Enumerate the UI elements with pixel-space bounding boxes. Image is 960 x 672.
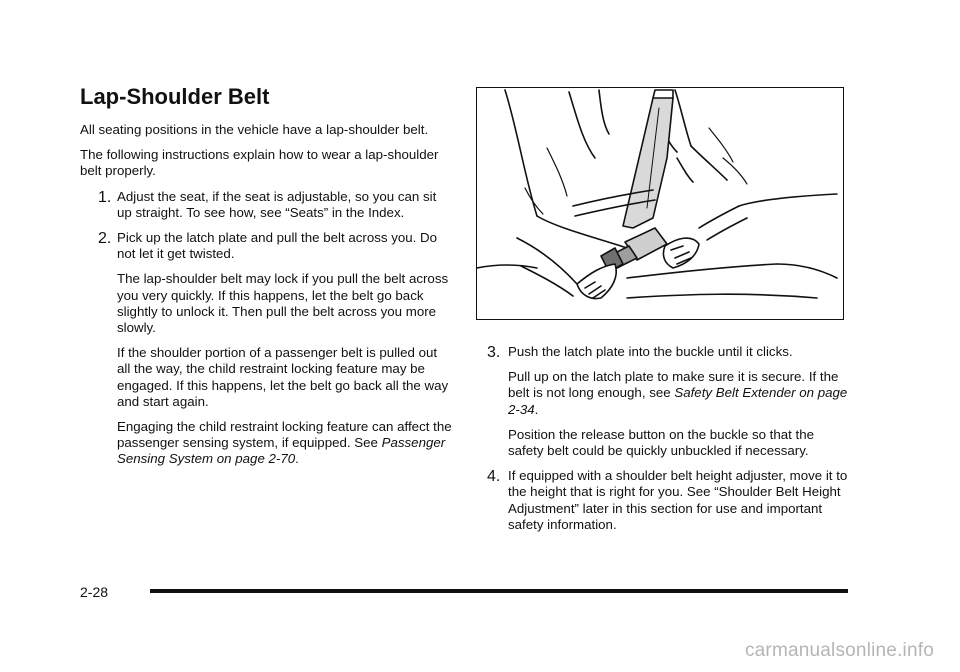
step-2 [80, 230, 452, 262]
step-text: Adjust the seat, if the seat is adjustable, so you can sit up straight. To see how, see “Seats” in the Index. [117, 188, 437, 220]
cross-reference-link[interactable]: Safety Belt Extender on page 2-34 [508, 385, 848, 417]
step-4 [477, 468, 849, 533]
step-number: 1. [98, 188, 112, 206]
page-number: 2-28 [80, 584, 109, 600]
seatbelt-latch-illustration [476, 87, 844, 320]
intro-paragraph-1: All seating positions in the vehicle have a lap-shoulder belt. [80, 122, 429, 137]
watermark: carmanualsonline.info [744, 640, 934, 661]
step-text: Pick up the latch plate and pull the belt across you. Do not let it get twisted. [117, 230, 438, 262]
step-number: 4. [487, 468, 501, 486]
right-column [477, 344, 849, 542]
section-title: Lap-Shoulder Belt [80, 84, 270, 109]
step-text: Push the latch plate into the buckle until it clicks. [508, 344, 793, 359]
step-2-note-2: If the shoulder portion of a passenger belt is pulled out all the way, the child restraint locking feature may be engaged. If this happens, let the belt go back all the way and start again. [117, 345, 449, 409]
step-number: 2. [98, 230, 112, 248]
left-column [80, 84, 452, 477]
note-suffix: . [534, 401, 539, 417]
step-2-note-1: The lap-shoulder belt may lock if you pull the belt across you very quickly. If this happens, let the belt go back slightly to unlock it. Then pull the belt across you more slowly. [117, 271, 449, 336]
cross-reference-link[interactable]: Passenger Sensing System on page 2-70 [117, 435, 446, 467]
step-number: 3. [487, 344, 501, 361]
note-text: Engaging the child restraint locking feature can affect the passenger sensing system, if equipped. See [117, 419, 452, 451]
step-3-note-1 [477, 369, 849, 418]
step-2-note-3 [80, 419, 452, 468]
step-text: If equipped with a shoulder belt height adjuster, move it to the height that is right for you. See “Shoulder Belt Height Adjustment” later in this section for use and important safety information. [508, 468, 848, 532]
step-3 [477, 344, 849, 360]
step-3-note-2: Position the release button on the buckle so that the safety belt could be quickly unbuckled if necessary. [508, 426, 815, 459]
seatbelt-latch-icon [477, 88, 843, 319]
intro-paragraph-2: The following instructions explain how to wear a lap-shoulder belt properly. [80, 147, 439, 179]
step-1 [80, 189, 452, 221]
note-suffix: . [295, 451, 299, 467]
note-text: Pull up on the latch plate to make sure it is secure. If the belt is not long enough, see [508, 369, 839, 401]
footer-rule [150, 589, 848, 593]
